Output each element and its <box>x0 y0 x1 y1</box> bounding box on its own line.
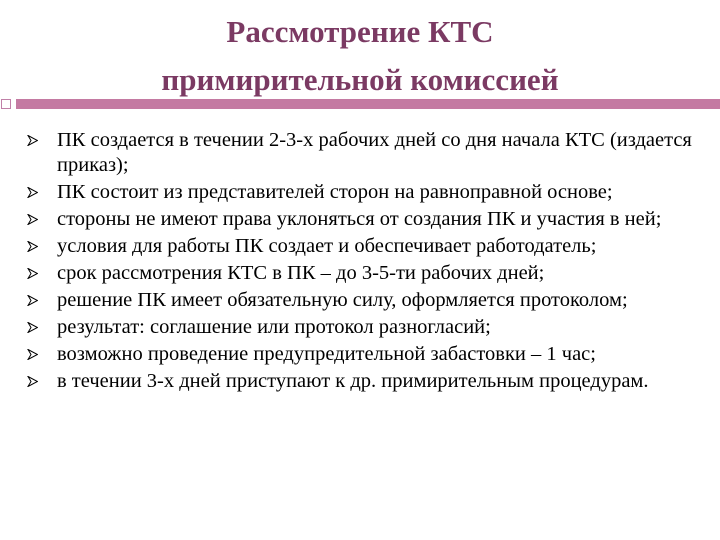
list-item-text: срок рассмотрения КТС в ПК – до 3-5-ти рабочих дней; <box>57 262 545 284</box>
arrowhead-bullet-icon <box>27 261 39 286</box>
list-item-text: ПК состоит из представителей сторон на равноправной основе; <box>57 181 613 203</box>
bullet-list <box>0 128 720 396</box>
slide-title <box>0 8 720 104</box>
divider-bar <box>16 99 720 109</box>
list-item <box>0 234 720 259</box>
arrowhead-bullet-icon <box>27 234 39 259</box>
arrowhead-bullet-icon <box>27 315 39 340</box>
divider-square <box>1 99 11 109</box>
list-item <box>0 180 720 205</box>
slide-title-line-2: примирительной комиссией <box>161 62 559 97</box>
arrowhead-bullet-icon <box>27 288 39 313</box>
list-item <box>0 288 720 313</box>
arrowhead-bullet-icon <box>27 369 39 394</box>
list-item <box>0 128 720 178</box>
arrowhead-bullet-icon <box>27 342 39 367</box>
list-item-text: решение ПК имеет обязательную силу, оформляется протоколом; <box>57 289 628 311</box>
arrowhead-bullet-icon <box>27 207 39 232</box>
list-item <box>0 207 720 232</box>
list-item <box>0 369 720 394</box>
slide-title-line-1: Рассмотрение КТС <box>226 14 494 49</box>
list-item-text: в течении 3-х дней приступают к др. примирительным процедурам. <box>57 370 649 392</box>
list-item <box>0 342 720 367</box>
list-item <box>0 261 720 286</box>
list-item-text: результат: соглашение или протокол разногласий; <box>57 316 491 338</box>
list-item-text: стороны не имеют права уклоняться от создания ПК и участия в ней; <box>57 208 662 230</box>
list-item <box>0 315 720 340</box>
arrowhead-bullet-icon <box>27 128 39 153</box>
arrowhead-bullet-icon <box>27 180 39 205</box>
list-item-text: возможно проведение предупредительной забастовки – 1 час; <box>57 343 596 365</box>
list-item-text: условия для работы ПК создает и обеспечивает работодатель; <box>57 235 597 257</box>
list-item-text: ПК создается в течении 2-3-х рабочих дней со дня начала КТС (издается приказ); <box>57 129 692 176</box>
